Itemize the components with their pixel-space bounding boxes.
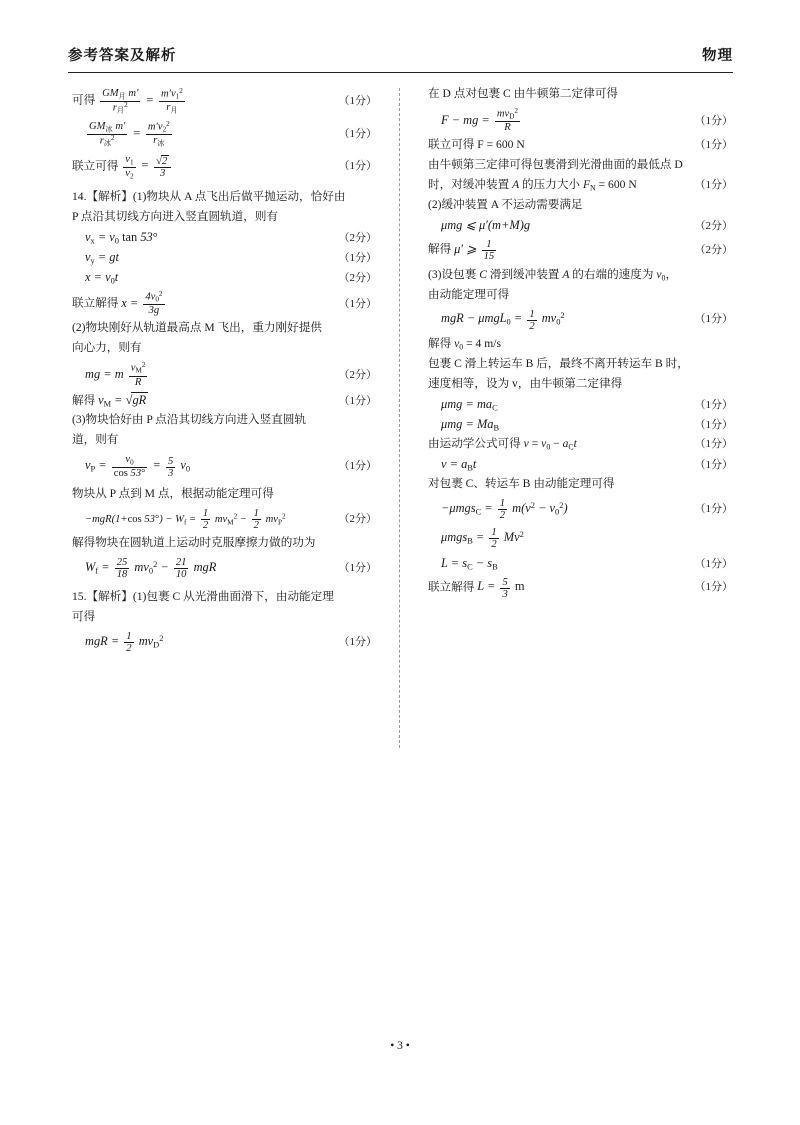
score-mark-r20: （1分） bbox=[694, 502, 733, 515]
solution-15-intro: 15.【解析】(1)包裹 C 从光滑曲面滑下，由动能定理 bbox=[72, 590, 334, 604]
line-l20 bbox=[72, 557, 377, 580]
formula-r15: $\mu mg = ma_C$ bbox=[441, 396, 498, 413]
line-r14 bbox=[428, 378, 733, 392]
score-mark-l13: （1分） bbox=[338, 394, 377, 407]
line-r4 bbox=[428, 159, 733, 173]
line-r8-lead: 解得 bbox=[428, 242, 452, 256]
formula-r23: L = $\frac{5}{3}$ m bbox=[477, 576, 525, 600]
solution-15-cart-note: 包裹 C 滑上转运车 B 后，最终不离开转运车 B 时， bbox=[428, 356, 689, 370]
solution-15-intro-2: 可得 bbox=[72, 610, 96, 624]
line-r23-lead: 联立解得 bbox=[428, 580, 475, 594]
score-mark-l20: （1分） bbox=[338, 561, 377, 574]
solution-14-part2: (2)物块刚好从轨道最高点 M 飞出，重力刚好提供 bbox=[72, 321, 322, 335]
score-mark-r3: （1分） bbox=[694, 139, 733, 152]
line-l13-lead: 解得 bbox=[72, 393, 96, 407]
line-l1 bbox=[72, 88, 377, 115]
formula-r18: $v = a_Bt$ bbox=[441, 456, 477, 473]
solution-14-part3-2: 道，则有 bbox=[72, 432, 119, 446]
line-r6 bbox=[428, 199, 733, 213]
formula-r16: $\mu mg = Ma_B$ bbox=[441, 416, 500, 433]
line-l23 bbox=[72, 631, 377, 654]
line-r10 bbox=[428, 289, 733, 303]
score-mark-r23: （1分） bbox=[694, 581, 733, 594]
formula-r22: $L = s_C - s_B$ bbox=[441, 555, 498, 572]
line-l18 bbox=[72, 508, 377, 531]
line-r23 bbox=[428, 577, 733, 600]
line-r21 bbox=[428, 527, 733, 550]
header-title-left: 参考答案及解析 bbox=[68, 48, 177, 64]
line-l6 bbox=[72, 231, 377, 245]
line-l8 bbox=[72, 271, 377, 285]
score-mark-l7: （1分） bbox=[338, 251, 377, 264]
line-l9-lead: 联立解得 bbox=[72, 296, 119, 310]
column-divider bbox=[399, 88, 400, 748]
score-mark-r18: （1分） bbox=[694, 458, 733, 471]
line-r12 bbox=[428, 338, 733, 352]
formula-l8: $x = v_0t$ bbox=[85, 270, 119, 286]
solution-14-part2-2: 向心力，则有 bbox=[72, 341, 142, 355]
solution-15-FN-value: 时，对缓冲装置 A 的压力大小 $F_N = 600$ N bbox=[428, 178, 637, 193]
solution-15-v0-value: 解得 $v_0 = 4$ m/s bbox=[428, 336, 501, 352]
line-l22 bbox=[72, 611, 377, 625]
score-mark-r7: （2分） bbox=[694, 220, 733, 233]
score-mark-l18: （2分） bbox=[338, 513, 377, 526]
line-l2 bbox=[72, 121, 377, 148]
line-r11 bbox=[428, 309, 733, 332]
formula-l7: $v_y$ = gt bbox=[85, 249, 119, 266]
formula-l23: mgR = $\frac{1}{2}$ $mv_D^2$ bbox=[85, 631, 164, 655]
line-l13 bbox=[72, 394, 377, 408]
left-column bbox=[72, 88, 377, 660]
line-r2 bbox=[428, 108, 733, 133]
line-l12 bbox=[72, 362, 377, 387]
line-r13 bbox=[428, 358, 733, 372]
line-r22 bbox=[428, 557, 733, 571]
solution-15-energy-note: 对包裹 C、转运车 B 由动能定理可得 bbox=[428, 477, 615, 491]
right-column bbox=[428, 88, 733, 606]
solution-15-part2: (2)缓冲装置 A 不运动需要满足 bbox=[428, 198, 583, 212]
score-mark-r2: （1分） bbox=[694, 114, 733, 127]
formula-r20: −μmgs$_C$ = $\frac{1}{2}$ $m(v^2 - v_0^2)$ bbox=[441, 498, 568, 522]
line-l3 bbox=[72, 154, 377, 181]
solution-14-friction-note: 解得物块在圆轨道上运动时克服摩擦力做的功为 bbox=[72, 536, 316, 550]
score-mark-l16: （1分） bbox=[338, 460, 377, 473]
line-l21 bbox=[72, 591, 377, 605]
solution-14-intro: 14.【解析】(1)物块从 A 点飞出后做平抛运动，恰好由 bbox=[72, 189, 346, 203]
formula-l20: $W_f$ = $\frac{25}{18}$ $mv_0^2$ − $\frac{21}{10}$ mgR bbox=[85, 557, 217, 581]
line-r1 bbox=[428, 88, 733, 102]
page-header bbox=[68, 44, 733, 65]
score-mark-r11: （1分） bbox=[694, 313, 733, 326]
score-mark-l6: （2分） bbox=[338, 231, 377, 244]
solution-15-part3: (3)设包裹 C 滑到缓冲装置 A 的右端的速度为 $v_0$， bbox=[428, 267, 678, 283]
score-mark-r16: （1分） bbox=[694, 418, 733, 431]
formula-l18: −mgR(1+cos $53^\circ) - W_f$ = $\frac{1}{2}$ $mv_M^2$ − $\frac{1}{2}$ $mv_P^2$ bbox=[85, 507, 286, 531]
line-r16 bbox=[428, 418, 733, 432]
solution-15-kinematics: 由运动学公式可得 $v = v_0 - a_Ct$ bbox=[428, 436, 577, 452]
line-l11 bbox=[72, 342, 377, 356]
line-r15 bbox=[428, 398, 733, 412]
line-l7 bbox=[72, 251, 377, 265]
formula-r7: μmg ⩽ μ′(m+M)g bbox=[441, 218, 531, 233]
line-l17 bbox=[72, 488, 377, 502]
score-mark-l1: （1分） bbox=[338, 94, 377, 107]
line-l10 bbox=[72, 322, 377, 336]
solution-15-cart-note-2: 速度相等，设为 v，由牛顿第二定律得 bbox=[428, 376, 623, 390]
solution-14-intro-2: P 点沿其切线方向进入竖直圆轨道，则有 bbox=[72, 209, 279, 223]
score-mark-l12: （2分） bbox=[338, 369, 377, 382]
line-l16 bbox=[72, 454, 377, 479]
line-l19 bbox=[72, 537, 377, 551]
line-r18 bbox=[428, 458, 733, 472]
score-mark-l9: （1分） bbox=[338, 297, 377, 310]
score-mark-l3: （1分） bbox=[338, 160, 377, 173]
header-divider-rule bbox=[68, 72, 733, 73]
solution-14-part3: (3)物块恰好由 P 点沿其切线方向进入竖直圆轨 bbox=[72, 412, 307, 426]
page-number: • 3 • bbox=[390, 1040, 410, 1052]
formula-r8: μ′ ⩾ $\frac{1}{15}$ bbox=[454, 239, 495, 263]
line-r17 bbox=[428, 438, 733, 452]
score-mark-l2: （1分） bbox=[338, 127, 377, 140]
line-r8 bbox=[428, 239, 733, 262]
line-r5 bbox=[428, 179, 733, 193]
score-mark-l23: （1分） bbox=[338, 635, 377, 648]
formula-l1: $\frac{GM_月 m'}{r_月^2}$ = $\frac{m'v_1^2}{r_月}$ bbox=[102, 87, 183, 115]
line-r3 bbox=[428, 139, 733, 153]
score-mark-r5: （1分） bbox=[694, 179, 733, 192]
header-title-right: 物理 bbox=[702, 48, 733, 64]
line-l3-lead: 联立可得 bbox=[72, 159, 119, 173]
score-mark-l8: （2分） bbox=[338, 272, 377, 285]
formula-r21: μmgs$_B$ = $\frac{1}{2}$ Mv$^2$ bbox=[441, 527, 524, 551]
line-r19 bbox=[428, 478, 733, 492]
line-l9 bbox=[72, 291, 377, 316]
score-mark-r8: （2分） bbox=[694, 243, 733, 256]
solution-14-energy-note: 物块从 P 点到 M 点，根据动能定理可得 bbox=[72, 486, 274, 500]
formula-r11: mgR − μmgL$_0$ = $\frac{1}{2}$ $mv_0^2$ bbox=[441, 308, 565, 332]
line-r7 bbox=[428, 219, 733, 233]
formula-l12: mg = m $\frac{v_M^2}{R}$ bbox=[85, 361, 146, 388]
line-l15 bbox=[72, 434, 377, 448]
line-l5 bbox=[72, 211, 377, 225]
formula-l16: $v_P$ = $\frac{v_0}{\cos 53^\circ}$ = $\frac{5}{3}$ $v_0$ bbox=[85, 453, 191, 479]
score-mark-r17: （1分） bbox=[694, 437, 733, 450]
line-r20 bbox=[428, 498, 733, 521]
line-r9 bbox=[428, 269, 733, 283]
line-l14 bbox=[72, 414, 377, 428]
line-l4 bbox=[72, 191, 377, 205]
formula-l6: $v_x = v_0$ tan 53° bbox=[85, 229, 158, 246]
line-l1-lead: 可得 bbox=[72, 93, 96, 107]
formula-r2: F − mg = $\frac{mv_D^2}{R}$ bbox=[441, 107, 519, 134]
formula-l2: $\frac{GM_冰 m'}{r_冰^2}$ = $\frac{m'v_2^2}{r_冰}$ bbox=[89, 120, 170, 148]
formula-l3: $\frac{v_1}{v_2}$ = $\frac{√2}{3}$ bbox=[121, 158, 173, 172]
score-mark-r15: （1分） bbox=[694, 398, 733, 411]
solution-15-D-note: 在 D 点对包裹 C 由牛顿第二定律可得 bbox=[428, 87, 619, 100]
formula-l13: $v_M = √gR$ bbox=[98, 392, 147, 409]
solution-15-part3-2: 由动能定理可得 bbox=[428, 287, 510, 301]
solution-15-newton3: 由牛顿第三定律可得包裹滑到光滑曲面的最低点 D bbox=[428, 158, 683, 172]
formula-l9: x = $\frac{4v_0^2}{3g}$ bbox=[121, 290, 163, 317]
solution-15-F-value: 联立可得 F = 600 N bbox=[428, 138, 525, 152]
score-mark-r22: （1分） bbox=[694, 557, 733, 570]
